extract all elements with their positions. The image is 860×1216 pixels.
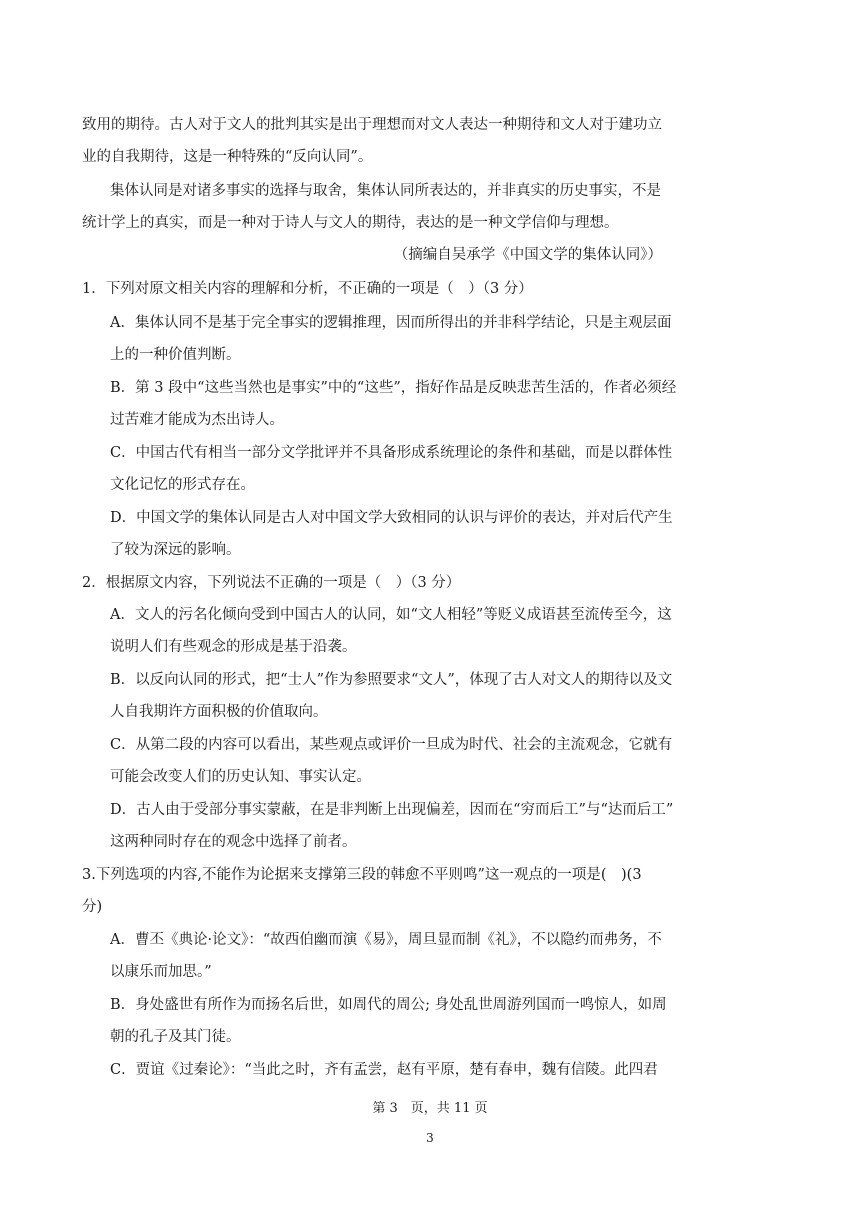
q3-option-b-cont: 朝的孔子及其门徒。: [110, 1029, 241, 1045]
body-text-line: 集体认同是对诸多事实的选择与取舍，集体认同所表达的，并非真实的历史事实，不是: [110, 183, 661, 199]
q2-option-c-cont: 可能会改变人们的历史认知、事实认定。: [110, 769, 371, 785]
q3-option-b: B．身处盛世有所作为而扬名后世，如周代的周公; 身处乱世周游列国而一鸣惊人，如周: [110, 997, 667, 1013]
q2-option-a-cont: 说明人们有些观念的形成是基于沿袭。: [110, 639, 357, 655]
q1-option-a: A．集体认同不是基于完全事实的逻辑推理，因而所得出的并非科学结论，只是主观层面: [110, 315, 672, 331]
q1-option-a-cont: 上的一种价值判断。: [110, 347, 241, 363]
q1-option-b: B．第 3 段中“这些当然也是事实”中的“这些”，指好作品是反映悲苦生活的，作者必须经: [110, 380, 677, 396]
q1-option-d-cont: 了较为深远的影响。: [110, 542, 241, 558]
page-number: 3: [426, 1131, 434, 1145]
q1-option-b-cont: 过苦难才能成为杰出诗人。: [110, 412, 284, 428]
source-citation: （摘编自吴承学《中国文学的集体认同》）: [393, 247, 662, 263]
page-footer: 第 3 页，共 11 页: [372, 1101, 488, 1116]
q1-option-d: D．中国文学的集体认同是古人对中国文学大致相同的认识与评价的表达，并对后代产生: [110, 510, 673, 526]
body-text-line: 业的自我期待，这是一种特殊的“反向认同”。: [82, 149, 373, 165]
body-text-line: 统计学上的真实，而是一种对于诗人与文人的期待，表达的是一种文学信仰与理想。: [82, 215, 619, 231]
question-2-stem: 2．根据原文内容，下列说法不正确的一项是（ ）（3 分）: [82, 575, 461, 591]
question-3-stem-cont: 分): [82, 899, 103, 915]
q2-option-b-cont: 人自我期许方面积极的价值取向。: [110, 704, 328, 720]
q3-option-c: C．贾谊《过秦论》：“当此之时，齐有孟尝，赵有平原，楚有春申，魏有信陵。此四君: [110, 1062, 658, 1078]
question-1-stem: 1．下列对原文相关内容的理解和分析，不正确的一项是（ ）（3 分）: [82, 281, 533, 297]
q3-option-a-cont: 以康乐而加思。”: [110, 964, 212, 980]
question-3-stem: 3.下列选项的内容,不能作为论据来支撑第三段的韩愈不平则鸣”这一观点的一项是( )(3: [82, 867, 642, 883]
body-text-line: 致用的期待。古人对于文人的批判其实是出于理想而对文人表达一种期待和文人对于建功立: [82, 117, 662, 133]
q2-option-d-cont: 这两种同时存在的观念中选择了前者。: [110, 834, 357, 850]
q2-option-b: B．以反向认同的形式，把“士人”作为参照要求“文人”，体现了古人对文人的期待以及文: [110, 672, 673, 688]
q3-option-a: A．曹丕《典论·论文》：“故西伯幽而演《易》，周旦显而制《礼》，不以隐约而弗务，不: [110, 932, 662, 948]
q1-option-c: C．中国古代有相当一部分文学批评并不具备形成系统理论的条件和基础，而是以群体性: [110, 445, 673, 461]
q1-option-c-cont: 文化记忆的形式存在。: [110, 477, 255, 493]
q2-option-a: A．文人的污名化倾向受到中国古人的认同，如“文人相轻”等贬义成语甚至流传至今，这: [110, 607, 672, 623]
q2-option-c: C．从第二段的内容可以看出，某些观点或评价一旦成为时代、社会的主流观念，它就有: [110, 737, 673, 753]
q2-option-d: D．古人由于受部分事实蒙蔽，在是非判断上出现偏差，因而在“穷而后工”与“达而后工”: [110, 802, 674, 818]
